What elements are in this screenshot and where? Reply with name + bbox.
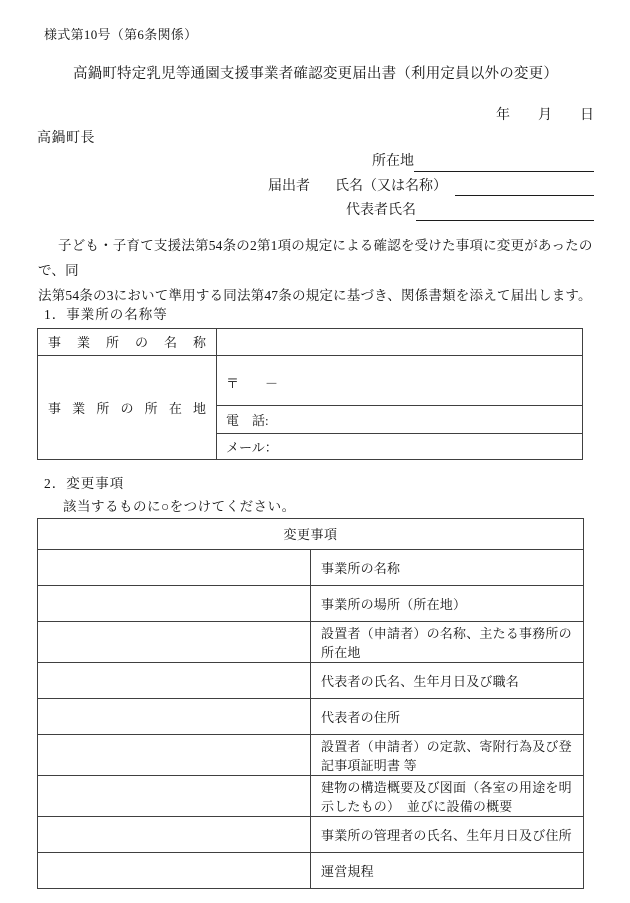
page-title: 高鍋町特定乳児等通園支援事業者確認変更届出書（利用定員以外の変更） — [72, 66, 559, 82]
office-info-table — [37, 328, 583, 460]
table-row — [38, 585, 584, 621]
table-row — [38, 852, 584, 888]
form-number: 様式第10号（第6条関係） — [44, 27, 198, 42]
circle-mark-cell — [38, 852, 311, 888]
circle-mark-cell — [38, 549, 311, 585]
table-row — [38, 734, 584, 775]
declarant-address-fill-line — [414, 154, 594, 172]
declarant-address-row — [37, 150, 594, 175]
office-name-label: 事業所の名称 — [38, 328, 217, 355]
change-items-table — [37, 518, 584, 889]
body-paragraph-line2: 法第54条の3において準用する同法第47条の規定に基づき、関係書類を添えて届出します。 — [38, 287, 592, 303]
change-item-label: 代表者の氏名、生年月日及び職名 — [311, 662, 584, 698]
change-item-label: 事業所の管理者の氏名、生年月日及び住所 — [311, 816, 584, 852]
circle-mark-cell — [38, 775, 311, 816]
body-paragraph — [38, 233, 594, 308]
postal-code-cell: 〒 － — [217, 355, 583, 405]
office-postal-row — [38, 355, 583, 405]
table-row — [38, 549, 584, 585]
change-item-label: 設置者（申請者）の名称、主たる事務所の所在地 — [311, 621, 584, 662]
declarant-name-label: 氏名（又は名称） — [335, 178, 447, 194]
office-name-value-cell — [217, 328, 583, 355]
table-row — [38, 816, 584, 852]
circle-mark-cell — [38, 585, 311, 621]
circle-mark-cell — [38, 698, 311, 734]
change-table-header: 変更事項 — [38, 518, 584, 549]
change-item-label: 事業所の場所（所在地） — [311, 585, 584, 621]
declarant-address-label: 所在地 — [372, 154, 414, 169]
change-item-label: 事業所の名称 — [311, 549, 584, 585]
circle-mark-cell — [38, 734, 311, 775]
body-paragraph-line1: 子ども・子育て支援法第54条の2第1項の規定による確認を受けた事項に変更があったので、同 — [38, 237, 593, 278]
declarant-label: 届出者 — [268, 178, 310, 194]
section2-heading: 2．変更事項 — [44, 475, 125, 491]
table-row — [38, 775, 584, 816]
office-address-label: 事業所の所在地 — [38, 355, 217, 459]
table-row — [38, 662, 584, 698]
change-item-label: 建物の構造概要及び図面（各室の用途を明示したもの） 並びに設備の概要 — [311, 775, 584, 816]
declarant-representative-label: 代表者氏名 — [346, 203, 416, 218]
instruction-text: 該当するものに○をつけてください。 — [63, 498, 296, 514]
circle-mark-cell — [38, 662, 311, 698]
addressee: 高鍋町長 — [37, 131, 95, 146]
phone-cell: 電 話: — [217, 405, 583, 433]
date-line: 年 月 日 — [496, 108, 594, 123]
declarant-name-row — [37, 175, 594, 200]
circle-mark-cell — [38, 816, 311, 852]
declarant-name-fill-line — [455, 178, 594, 196]
declarant-block — [37, 150, 594, 224]
mail-cell: メール： — [217, 433, 583, 459]
circle-mark-cell — [38, 621, 311, 662]
change-item-label: 代表者の住所 — [311, 698, 584, 734]
change-item-label: 設置者（申請者）の定款、寄附行為及び登記事項証明書 等 — [311, 734, 584, 775]
table-row — [38, 698, 584, 734]
office-name-row — [38, 328, 583, 355]
declarant-representative-row — [37, 199, 594, 224]
change-table-header-row — [38, 518, 584, 549]
table-row — [38, 621, 584, 662]
section1-heading: 1．事業所の名称等 — [44, 306, 168, 322]
change-item-label: 運営規程 — [311, 852, 584, 888]
declarant-representative-fill-line — [416, 203, 594, 221]
